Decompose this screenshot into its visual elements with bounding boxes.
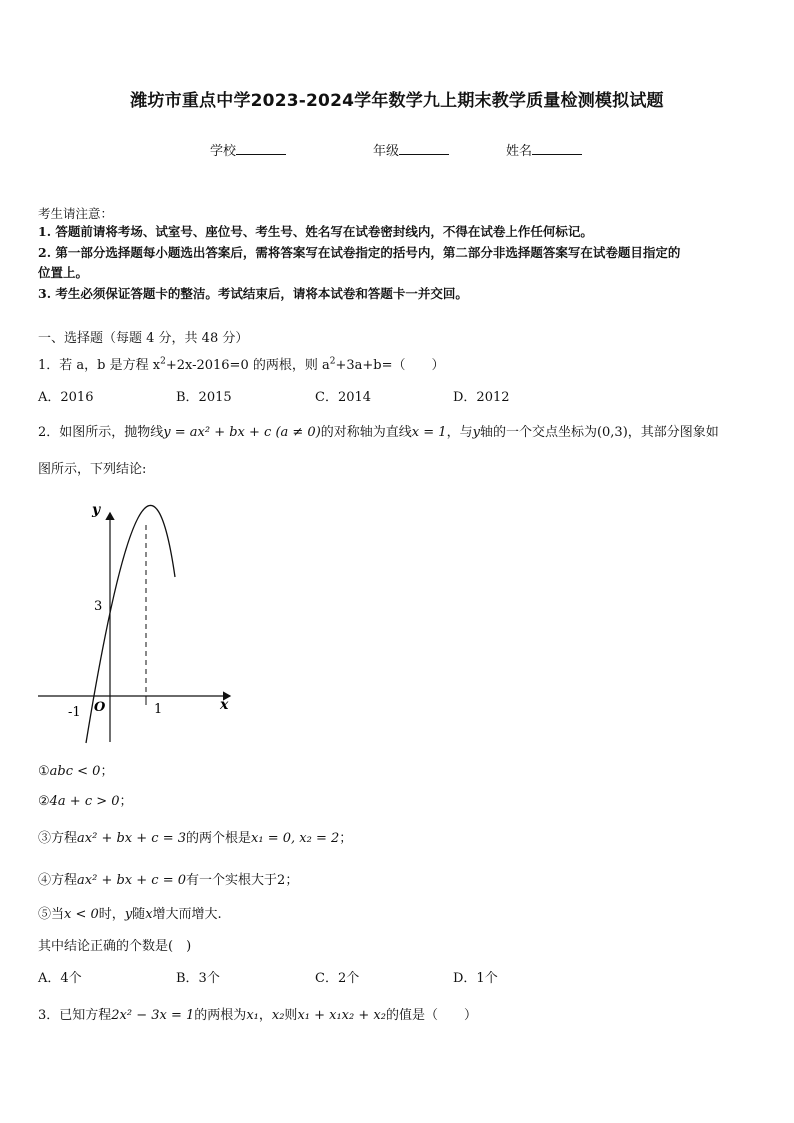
conclusion-5-y: y <box>124 907 133 922</box>
q2-option-d: D．1个 <box>453 971 498 986</box>
q1-option-c: C．2014 <box>315 390 372 405</box>
conclusion-5-math: x < 0 <box>64 907 99 922</box>
q3-comma: ， <box>258 1008 272 1023</box>
q2-axis-equation: x = 1 <box>411 425 447 440</box>
notice-heading: 考生请注意： <box>38 206 114 221</box>
question-1 <box>38 354 445 373</box>
notice-item-3: 3. 考生必须保证答题卡的整洁。考试结束后，请将本试卷和答题卡一并交回。 <box>38 286 468 301</box>
x-tick-neg1-label: -1 <box>68 705 81 720</box>
question-3 <box>38 1004 477 1023</box>
conclusion-5-tail: 增大而增大. <box>152 907 222 922</box>
school-blank <box>236 142 286 155</box>
conclusion-3-math: ax² + bx + c = 3 <box>77 831 187 846</box>
q2-y-var: y <box>472 425 480 440</box>
conclusion-4-tail: ； <box>285 873 299 888</box>
q3-tail: 的值是（ ） <box>385 1008 477 1023</box>
notice-item-2-cont: 位置上。 <box>38 265 89 280</box>
q3-mid: 的两根为 <box>194 1008 247 1023</box>
conclusion-3-mid: 的两个根是 <box>186 831 252 846</box>
conclusion-5-x: x <box>145 907 153 922</box>
x-tick-1-label: 1 <box>154 702 163 717</box>
q3-pre: 3．已知方程 <box>38 1008 112 1023</box>
conclusion-3-pre: 方程 <box>51 831 78 846</box>
x-axis-label: x <box>220 697 229 713</box>
q1-option-b: B．2015 <box>176 390 232 405</box>
q3-expression: x₁ + x₁x₂ + x₂ <box>297 1008 386 1023</box>
q2-text-b: 的对称轴为直线 <box>320 425 412 440</box>
grade-field <box>373 140 449 159</box>
conclusion-3-roots: x₁ = 0, x₂ = 2 <box>251 831 340 846</box>
q3-equation: 2x² − 3x = 1 <box>111 1008 195 1023</box>
q2-point: (0,3) <box>596 425 628 440</box>
conclusion-1 <box>38 760 113 779</box>
q1-text-b: +2x-2016=0 的两根，则 a <box>165 358 330 373</box>
notice-item-2: 2. 第一部分选择题每小题选出答案后，需将答案写在试卷指定的括号内，第二部分非选择题答案写在试卷题目指定的 <box>38 245 681 260</box>
q2-text-e: ，其部分图象如 <box>627 425 719 440</box>
name-field <box>506 140 582 159</box>
q1-sup-1: 2 <box>160 356 166 367</box>
conclusion-2-tail: ； <box>119 794 133 809</box>
conclusion-5-mid2: 随 <box>132 907 146 922</box>
q1-text-c: +3a+b=（ ） <box>335 358 445 373</box>
q1-sup-2: 2 <box>329 356 336 367</box>
conclusion-5-pre: 当 <box>51 907 65 922</box>
name-label: 姓名 <box>506 144 533 159</box>
conclusion-4-num: ④ <box>38 873 52 888</box>
question-2-line-2: 图所示，下列结论: <box>38 462 147 477</box>
q2-text-c: ，与 <box>446 425 473 440</box>
q2-option-a: A．4个 <box>38 971 82 986</box>
parabola-graph <box>30 495 245 750</box>
conclusion-1-math: abc < 0 <box>49 764 101 779</box>
q1-text-a: 1．若 a，b 是方程 x <box>38 358 161 373</box>
conclusion-3 <box>38 827 352 846</box>
conclusion-4-mid: 有一个实根大于 <box>186 873 278 888</box>
conclusion-3-tail: ； <box>339 831 353 846</box>
conclusion-1-tail: ； <box>100 764 114 779</box>
q2-ask: 其中结论正确的个数是( ) <box>38 939 192 954</box>
grade-blank <box>399 142 449 155</box>
q2-parabola-equation: y = ax² + bx + c (a ≠ 0) <box>163 425 321 440</box>
origin-label: O <box>94 700 106 715</box>
grade-label: 年级 <box>373 144 400 159</box>
conclusion-2 <box>38 790 133 809</box>
q3-then: 则 <box>284 1008 298 1023</box>
y-axis-label: y <box>92 502 101 518</box>
conclusion-2-math: 4a + c > 0 <box>49 794 120 809</box>
conclusion-5-num: ⑤ <box>38 907 52 922</box>
question-2-line-1 <box>38 421 768 440</box>
q1-option-a: A．2016 <box>38 390 94 405</box>
notice-item-1: 1. 答题前请将考场、试室号、座位号、考生号、姓名写在试卷密封线内，不得在试卷上作任何标记。 <box>38 224 593 239</box>
conclusion-4 <box>38 869 298 888</box>
q2-text-a: 2．如图所示，抛物线 <box>38 425 164 440</box>
school-field <box>210 140 286 159</box>
conclusion-3-num: ③ <box>38 831 52 846</box>
q3-root-1: x₁ <box>246 1008 259 1023</box>
q1-option-d: D．2012 <box>453 390 510 405</box>
page-title: 潍坊市重点中学2023-2024学年数学九上期末教学质量检测模拟试题 <box>130 91 664 111</box>
section-heading: 一、选择题（每题 4 分，共 48 分） <box>38 331 249 346</box>
q2-text-d: 轴的一个交点坐标为 <box>479 425 597 440</box>
conclusion-4-value: 2 <box>277 873 286 888</box>
q2-option-b: B．3个 <box>176 971 220 986</box>
conclusion-1-num: ① <box>38 764 50 779</box>
name-blank <box>532 142 582 155</box>
q2-option-c: C．2个 <box>315 971 360 986</box>
y-tick-3-label: 3 <box>94 599 103 614</box>
school-label: 学校 <box>210 144 237 159</box>
conclusion-5 <box>38 903 222 922</box>
conclusion-5-mid: 时， <box>98 907 125 922</box>
conclusion-4-math: ax² + bx + c = 0 <box>77 873 187 888</box>
q3-root-2: x₂ <box>271 1008 285 1023</box>
conclusion-2-num: ② <box>38 794 50 809</box>
conclusion-4-pre: 方程 <box>51 873 78 888</box>
